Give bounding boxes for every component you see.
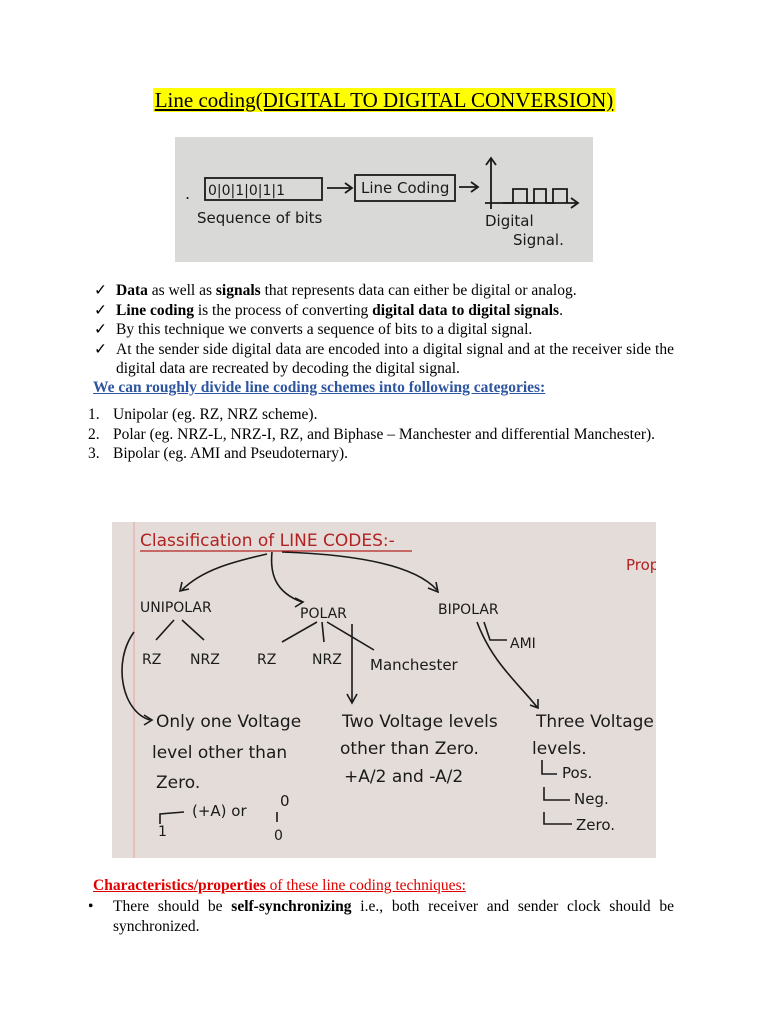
ami-label: AMI — [510, 636, 536, 652]
pos-arrow — [542, 760, 557, 774]
bipolar-desc-2: levels. — [532, 739, 587, 759]
list-text: There should be self-synchronizing i.e., both receiver and sender clock should be synchronized. — [113, 898, 674, 935]
dot-mark: . — [185, 184, 191, 203]
polar-desc-2: other than Zero. — [340, 739, 479, 759]
list-item — [88, 897, 674, 936]
list-item — [88, 405, 674, 425]
polar-desc-3: +A/2 and -A/2 — [344, 767, 464, 787]
bits-label: 0|0|1|0|1|1 — [208, 183, 286, 199]
properties-list — [88, 897, 674, 936]
unipolar-desc-zero: 0 — [280, 792, 290, 810]
line-coding-box-label: Line Coding — [361, 179, 450, 197]
bipolar-zero: Zero. — [576, 816, 616, 834]
arrow-nrz1 — [182, 620, 204, 640]
bullet-icon: • — [88, 898, 94, 915]
title-block — [0, 88, 768, 113]
check-text: Data as well as signals that represents data can either be digital or analog. — [116, 282, 577, 299]
check-icon: ✓ — [94, 321, 107, 338]
digital-waveform — [503, 189, 567, 203]
unipolar-desc-3: Zero. — [156, 773, 201, 793]
check-icon: ✓ — [94, 340, 107, 358]
check-item — [94, 320, 674, 340]
categories-heading: We can roughly divide line coding schemes into following categories: — [93, 379, 546, 396]
manchester-label: Manchester — [370, 656, 458, 674]
arrow-rz2 — [282, 622, 317, 642]
corner-text: Prop — [626, 556, 656, 574]
bipolar-label: BIPOLAR — [438, 602, 499, 618]
classification-diagram — [112, 522, 656, 858]
arrow-bipolar — [282, 552, 437, 590]
rz-label-1: RZ — [142, 652, 162, 668]
properties-heading: Characteristics/properties of these line coding techniques: — [93, 877, 466, 894]
check-icon: ✓ — [94, 301, 107, 319]
check-text: Line coding is the process of converting digital data to digital signals. — [116, 301, 563, 319]
list-number: 3. — [88, 445, 100, 462]
checklist — [94, 281, 674, 379]
arrow-one — [160, 812, 184, 824]
list-text: Polar (eg. NRZ-L, NRZ-I, RZ, and Biphase – Manchester and differential Manchester). — [113, 425, 656, 443]
line-coding-diagram — [175, 137, 593, 262]
unipolar-desc-zero-b: 0 — [274, 828, 283, 844]
list-number: 1. — [88, 406, 100, 423]
unipolar-desc-one: 1 — [158, 824, 167, 840]
digital-caption: Digital — [485, 212, 534, 230]
page-title: Line coding(DIGITAL TO DIGITAL CONVERSION) — [154, 88, 614, 112]
signal-caption: Signal. — [513, 231, 564, 249]
unipolar-desc-4: (+A) or — [192, 802, 247, 820]
arrow-unipolar-desc — [122, 632, 150, 720]
check-icon: ✓ — [94, 282, 107, 299]
polar-label: POLAR — [300, 606, 347, 622]
list-item — [88, 425, 674, 445]
arrow-bipolar-desc — [477, 622, 537, 707]
categories-list — [88, 405, 674, 464]
unipolar-desc-1: Only one Voltage — [156, 712, 302, 732]
check-text: At the sender side digital data are encoded into a digital signal and at the receiver side the digital data are recreated by decoding the digital signal. — [116, 340, 674, 377]
bipolar-pos: Pos. — [562, 764, 593, 782]
bipolar-neg: Neg. — [574, 790, 609, 808]
list-text: Unipolar (eg. RZ, NRZ scheme). — [113, 406, 318, 423]
arrow-unipolar — [182, 554, 267, 590]
unipolar-label: UNIPOLAR — [140, 600, 212, 616]
polar-desc-1: Two Voltage levels — [342, 712, 498, 732]
list-item — [88, 444, 674, 464]
nrz-label-1: NRZ — [190, 652, 220, 668]
arrow-manchester — [327, 622, 374, 650]
rz-label-2: RZ — [257, 652, 277, 668]
arrow-rz1 — [156, 620, 174, 640]
arrow-nrz2 — [322, 622, 324, 642]
zero-arrow — [544, 812, 572, 824]
check-text: By this technique we converts a sequence of bits to a digital signal. — [116, 321, 533, 338]
check-item — [94, 340, 674, 379]
unipolar-desc-2: level other than — [152, 743, 288, 763]
sequence-caption: Sequence of bits — [197, 209, 323, 227]
bipolar-desc-1: Three Voltage — [536, 712, 654, 732]
neg-arrow — [544, 787, 570, 800]
arrow-ami — [484, 622, 507, 640]
line-coding-figure — [175, 137, 593, 262]
check-item — [94, 301, 674, 321]
nrz-label-2: NRZ — [312, 652, 342, 668]
figure-heading: Classification of LINE CODES:- — [140, 531, 395, 551]
list-number: 2. — [88, 425, 100, 443]
list-text: Bipolar (eg. AMI and Pseudoternary). — [113, 445, 349, 462]
classification-figure — [112, 522, 656, 858]
check-item — [94, 281, 674, 301]
arrow-polar — [272, 552, 302, 602]
